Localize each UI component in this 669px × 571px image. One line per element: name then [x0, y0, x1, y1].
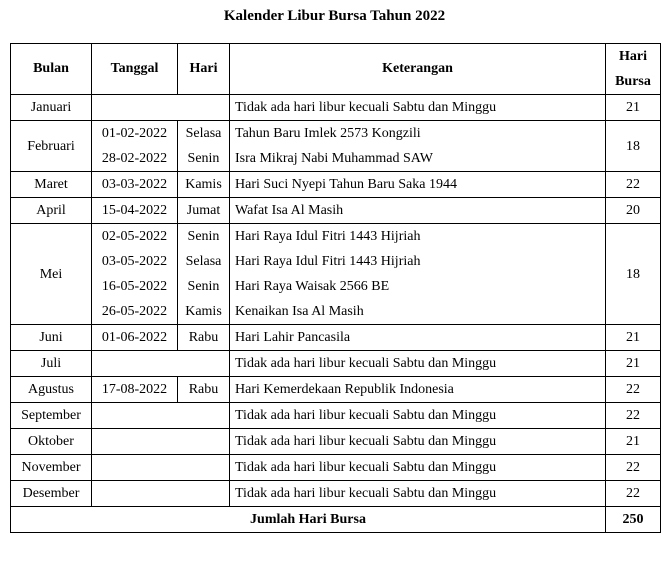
header-hari-bursa	[606, 44, 661, 95]
tanggal-line: 03-05-2022	[101, 254, 168, 269]
header-hari: Hari	[178, 44, 230, 95]
cell-hari-bursa: 22	[606, 403, 661, 429]
keterangan-line: Hari Raya Waisak 2566 BE	[235, 279, 390, 294]
tanggal-line: 17-08-2022	[101, 382, 168, 397]
cell-keterangan	[230, 351, 606, 377]
cell-tanggal-hari-empty	[92, 481, 230, 507]
hari-line: Rabu	[188, 330, 219, 345]
cell-hari-bursa: 21	[606, 325, 661, 351]
cell-tanggal-hari-empty	[92, 455, 230, 481]
cell-hari-bursa: 22	[606, 377, 661, 403]
cell-hari-bursa: 18	[606, 224, 661, 325]
keterangan-line: Isra Mikraj Nabi Muhammad SAW	[235, 151, 433, 166]
header-bulan: Bulan	[11, 44, 92, 95]
cell-bulan: September	[11, 403, 92, 429]
keterangan-line: Kenaikan Isa Al Masih	[235, 304, 364, 319]
cell-hari	[178, 172, 230, 198]
cell-hari-bursa: 21	[606, 95, 661, 121]
cell-keterangan	[230, 429, 606, 455]
cell-bulan: April	[11, 198, 92, 224]
table-row	[11, 121, 661, 172]
cell-keterangan	[230, 121, 606, 172]
cell-hari-bursa: 22	[606, 455, 661, 481]
cell-keterangan	[230, 325, 606, 351]
tanggal-line: 01-06-2022	[101, 330, 168, 345]
hari-line: Kamis	[185, 304, 222, 319]
keterangan-line: Tidak ada hari libur kecuali Sabtu dan Minggu	[235, 100, 497, 115]
cell-keterangan	[230, 172, 606, 198]
cell-tanggal	[92, 224, 178, 325]
cell-hari	[178, 377, 230, 403]
table-row	[11, 224, 661, 325]
keterangan-line: Hari Suci Nyepi Tahun Baru Saka 1944	[235, 177, 457, 192]
cell-hari-bursa: 21	[606, 351, 661, 377]
keterangan-line: Tahun Baru Imlek 2573 Kongzili	[235, 126, 421, 141]
cell-keterangan	[230, 481, 606, 507]
cell-hari	[178, 121, 230, 172]
cell-tanggal	[92, 198, 178, 224]
cell-hari-bursa: 18	[606, 121, 661, 172]
table-header-row	[11, 44, 661, 95]
table-row	[11, 95, 661, 121]
cell-bulan: November	[11, 455, 92, 481]
keterangan-line: Tidak ada hari libur kecuali Sabtu dan Minggu	[235, 486, 497, 501]
tanggal-line: 03-03-2022	[101, 177, 168, 192]
cell-tanggal	[92, 377, 178, 403]
cell-tanggal-hari-empty	[92, 403, 230, 429]
keterangan-line: Tidak ada hari libur kecuali Sabtu dan Minggu	[235, 460, 497, 475]
cell-bulan: Juli	[11, 351, 92, 377]
cell-keterangan	[230, 455, 606, 481]
keterangan-line: Hari Raya Idul Fitri 1443 Hijriah	[235, 254, 421, 269]
table-row	[11, 377, 661, 403]
tanggal-line: 01-02-2022	[101, 126, 168, 141]
cell-hari-bursa: 20	[606, 198, 661, 224]
table-row	[11, 172, 661, 198]
total-label: Jumlah Hari Bursa	[11, 507, 606, 533]
cell-tanggal-hari-empty	[92, 95, 230, 121]
header-hari-bursa-line2: Bursa	[615, 74, 651, 89]
hari-line: Senin	[187, 151, 220, 166]
cell-keterangan	[230, 198, 606, 224]
cell-keterangan	[230, 95, 606, 121]
hari-line: Senin	[187, 279, 220, 294]
cell-bulan: Januari	[11, 95, 92, 121]
header-keterangan: Keterangan	[230, 44, 606, 95]
cell-bulan: Maret	[11, 172, 92, 198]
cell-bulan: Oktober	[11, 429, 92, 455]
keterangan-line: Tidak ada hari libur kecuali Sabtu dan Minggu	[235, 434, 497, 449]
cell-hari	[178, 325, 230, 351]
keterangan-line: Tidak ada hari libur kecuali Sabtu dan Minggu	[235, 356, 497, 371]
keterangan-line: Tidak ada hari libur kecuali Sabtu dan Minggu	[235, 408, 497, 423]
cell-keterangan	[230, 403, 606, 429]
tanggal-line: 16-05-2022	[101, 279, 168, 294]
total-value: 250	[606, 507, 661, 533]
tanggal-line: 02-05-2022	[101, 229, 168, 244]
table-row	[11, 351, 661, 377]
header-hari-bursa-line1: Hari	[619, 49, 647, 64]
total-row	[11, 507, 661, 533]
cell-hari-bursa: 22	[606, 481, 661, 507]
cell-keterangan	[230, 224, 606, 325]
cell-tanggal-hari-empty	[92, 429, 230, 455]
holiday-calendar-table	[10, 43, 661, 533]
cell-bulan: Desember	[11, 481, 92, 507]
cell-tanggal-hari-empty	[92, 351, 230, 377]
hari-line: Rabu	[188, 382, 219, 397]
keterangan-line: Hari Lahir Pancasila	[235, 330, 351, 345]
tanggal-line: 15-04-2022	[101, 203, 168, 218]
hari-line: Selasa	[185, 126, 222, 141]
table-row	[11, 198, 661, 224]
hari-line: Jumat	[186, 203, 221, 218]
tanggal-line: 28-02-2022	[101, 151, 168, 166]
table-row	[11, 481, 661, 507]
header-tanggal: Tanggal	[92, 44, 178, 95]
cell-tanggal	[92, 172, 178, 198]
tanggal-line: 26-05-2022	[101, 304, 168, 319]
cell-hari	[178, 224, 230, 325]
page-title: Kalender Libur Bursa Tahun 2022	[223, 8, 446, 24]
table-row	[11, 325, 661, 351]
hari-line: Selasa	[185, 254, 222, 269]
keterangan-line: Wafat Isa Al Masih	[235, 203, 344, 218]
table-row	[11, 403, 661, 429]
cell-hari-bursa: 21	[606, 429, 661, 455]
cell-hari	[178, 198, 230, 224]
hari-line: Senin	[187, 229, 220, 244]
cell-bulan: Februari	[11, 121, 92, 172]
table-row	[11, 455, 661, 481]
keterangan-line: Hari Raya Idul Fitri 1443 Hijriah	[235, 229, 421, 244]
cell-tanggal	[92, 121, 178, 172]
table-row	[11, 429, 661, 455]
cell-bulan: Mei	[11, 224, 92, 325]
cell-bulan: Agustus	[11, 377, 92, 403]
cell-tanggal	[92, 325, 178, 351]
hari-line: Kamis	[185, 177, 222, 192]
cell-hari-bursa: 22	[606, 172, 661, 198]
cell-keterangan	[230, 377, 606, 403]
cell-bulan: Juni	[11, 325, 92, 351]
keterangan-line: Hari Kemerdekaan Republik Indonesia	[235, 382, 454, 397]
